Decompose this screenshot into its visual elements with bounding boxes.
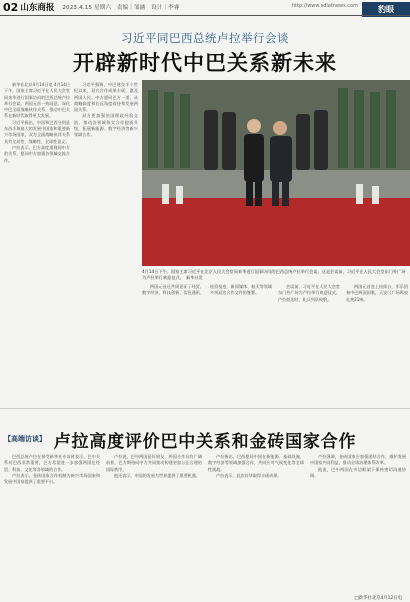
- article-column-3: [142, 284, 408, 402]
- paragraph: 他说，巴中两国在多边框架下保持密切沟通协调。: [310, 466, 406, 478]
- paragraph: 卢拉说，巴中两国是好朋友，两国合作具有广阔前景，巴方期待同中方共同推动构建更加公正合理的国际秩序。: [106, 454, 202, 472]
- issue-meta: 2023.4.15 星期六 责编｜邹涵 设计｜李睿: [62, 5, 180, 11]
- paragraph: 会谈前，习近平在人民大会堂东门外广场为卢拉举行欢迎仪式。卢拉抵达时，礼兵列队致敬。: [278, 284, 340, 302]
- newspaper-brand: 山东商报: [20, 3, 55, 13]
- paragraph: 两国元首还共同见证了经贸、数字经济、科技创新、信息通讯、检验检疫、新闻媒体、航天等领域多项双边合作文件的签署。: [142, 284, 272, 296]
- paragraph: 卢拉指出，巴西愿同中国在新能源、基础设施、数字经济等领域加强合作，共同应对气候变化等全球性挑战。: [208, 454, 304, 472]
- section-divider: [0, 408, 410, 409]
- paragraph: 巴西总统卢拉在接受新华社专访时表示，巴中关系对巴西非常重要，巴方希望进一步加强两国在经贸、科技、文化等各领域的合作。: [4, 454, 100, 472]
- interview-tag: 【高端访谈】: [4, 435, 46, 443]
- paragraph: 卢拉强调，金砖国家应加强团结合作，维护发展中国家共同利益，推动全球治理体系改革。: [310, 454, 406, 466]
- paragraph: 两国元首登上检阅台，军乐团奏中巴两国国歌，天安门广场鸣放礼炮21响。: [346, 284, 408, 302]
- article2-byline: □新华社北京4月12日电: [354, 596, 402, 601]
- article-headline: 开辟新时代中巴关系新未来: [73, 51, 337, 75]
- photo-caption: 4月14日下午，国家主席习近平在北京人民大会堂同来华进行国事访问的巴西总统卢拉举行会谈。这是会谈前，习近平在人民大会堂东门外广场为卢拉举行欢迎仪式。 新华社发: [142, 269, 406, 280]
- article2-column-3: [208, 454, 304, 592]
- article2-column-1: [4, 454, 100, 592]
- article-kicker: 习近平同巴西总统卢拉举行会谈: [121, 31, 289, 45]
- paragraph: 他还表示，中国的发展为世界提供了重要机遇。: [114, 472, 200, 478]
- news-photo: [142, 80, 410, 266]
- page-number: 02: [3, 0, 19, 14]
- paragraph: 习近平强调，中巴建交半个世纪以来，双方合作成果丰硕，惠及两国人民。中方愿同巴方一道，从战略高度和长远角度看待和发展两国关系。: [74, 82, 138, 113]
- article2-column-4: [310, 454, 406, 590]
- article-column-2: [74, 82, 138, 404]
- paragraph: 双方要加强治国理政经验交流，推动各领域务实合作提质升级，拓展新能源、数字经济等新兴领域合作。: [74, 113, 138, 138]
- paragraph: 卢拉表示，巴方高度重视同中方的关系，愿同中方加强各领域交流合作。: [4, 144, 70, 163]
- paragraph: 新华社北京4月14日电 4月14日下午，国家主席习近平在人民大会堂同来华进行国事访问的巴西总统卢拉举行会谈。两国元首一致同意，深化中巴全面战略伙伴关系，推动中巴关系在新时代取得更大发展。: [4, 82, 70, 119]
- article2-headline: 卢拉高度评价巴中关系和金砖国家合作: [53, 432, 357, 452]
- article2-column-2: [106, 454, 202, 592]
- paragraph: 习近平指出，中国和巴西分别是东西半球最大的发展中国家和重要新兴市场国家，双方全面战略伙伴关系具有全局性、战略性、全球性意义。: [4, 119, 70, 144]
- site-url[interactable]: http://www.sdlatnews.com: [291, 3, 358, 9]
- paragraph: 卢拉表示，此次访华取得丰硕成果。: [216, 472, 282, 478]
- header-divider: [0, 15, 410, 16]
- section-tag: 豹眼: [362, 2, 410, 17]
- paragraph: 卢拉表示，金砖国家合作机制为新兴市场国家和发展中国家提供了重要平台。: [4, 472, 100, 485]
- article-column-1: [4, 82, 70, 404]
